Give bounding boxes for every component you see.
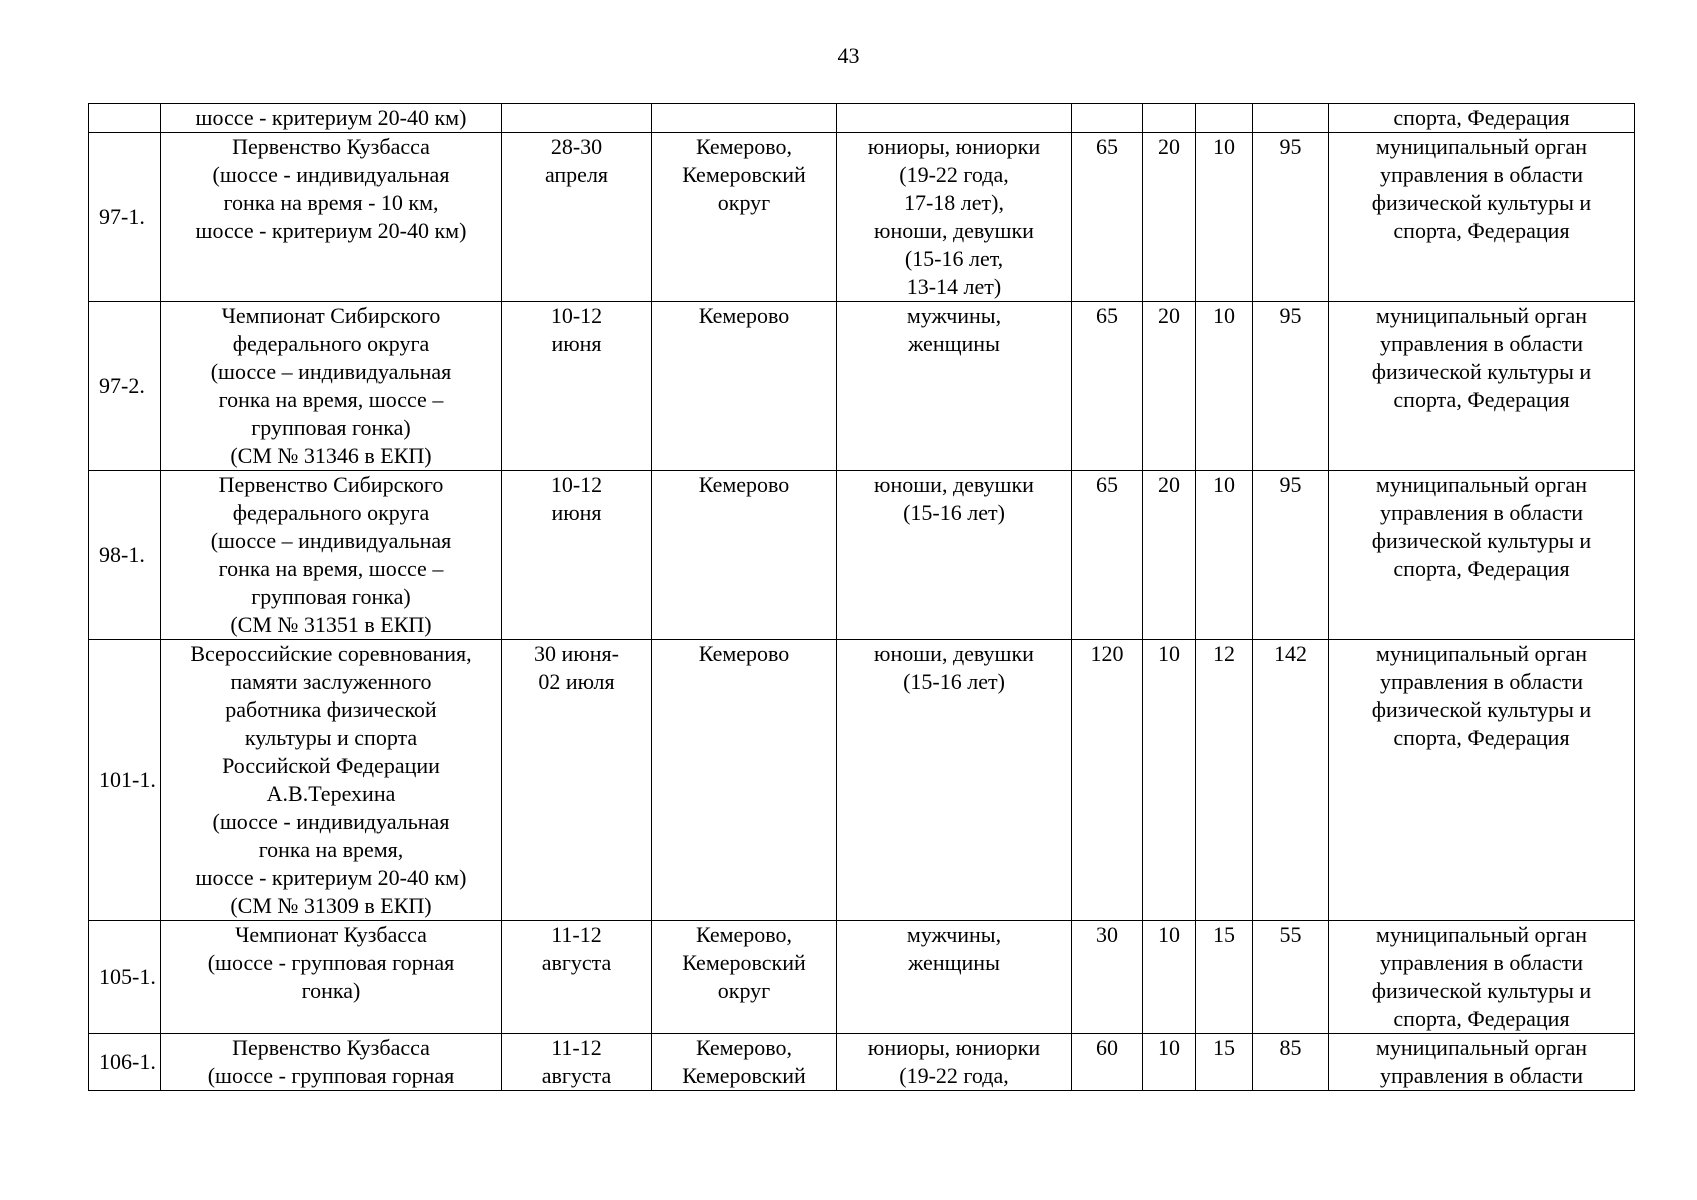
event-number: 98-1.: [89, 471, 161, 640]
count-2: [1143, 104, 1196, 133]
table-row: [89, 921, 1635, 1034]
count-1: 30: [1072, 921, 1143, 1034]
event-dates: [502, 104, 652, 133]
event-number: 97-1.: [89, 133, 161, 302]
event-place: Кемерово: [652, 471, 837, 640]
event-name: Первенство Сибирского федерального округа (шоссе – индивидуальная гонка на время, шоссе – групповая гонка) (СМ № 31351 в ЕКП): [161, 471, 502, 640]
count-1: [1072, 104, 1143, 133]
table-row: [89, 302, 1635, 471]
count-total: 142: [1253, 640, 1329, 921]
event-dates: 10-12 июня: [502, 471, 652, 640]
event-place: Кемерово, Кемеровский: [652, 1034, 837, 1091]
count-3: 10: [1196, 471, 1253, 640]
event-name: Первенство Кузбасса (шоссе - индивидуальная гонка на время - 10 км, шоссе - критериум 20-40 км): [161, 133, 502, 302]
event-organizer: муниципальный орган управления в области физической культуры и спорта, Федерация: [1329, 640, 1635, 921]
event-place: [652, 104, 837, 133]
event-dates: 28-30 апреля: [502, 133, 652, 302]
event-participants: юниоры, юниорки (19-22 года,: [837, 1034, 1072, 1091]
event-number: [89, 104, 161, 133]
event-place: Кемерово: [652, 640, 837, 921]
event-participants: [837, 104, 1072, 133]
count-2: 10: [1143, 921, 1196, 1034]
count-total: 95: [1253, 302, 1329, 471]
count-2: 20: [1143, 302, 1196, 471]
count-1: 60: [1072, 1034, 1143, 1091]
table-row: [89, 471, 1635, 640]
count-1: 65: [1072, 471, 1143, 640]
count-total: 55: [1253, 921, 1329, 1034]
events-table: [88, 103, 1635, 1091]
event-dates: 11-12 августа: [502, 921, 652, 1034]
count-1: 120: [1072, 640, 1143, 921]
table-row: [89, 640, 1635, 921]
table-row: [89, 1034, 1635, 1091]
event-number: 106-1.: [89, 1034, 161, 1091]
event-organizer: муниципальный орган управления в области: [1329, 1034, 1635, 1091]
count-3: 10: [1196, 302, 1253, 471]
event-participants: юноши, девушки (15-16 лет): [837, 640, 1072, 921]
count-3: 10: [1196, 133, 1253, 302]
count-3: 15: [1196, 1034, 1253, 1091]
event-organizer: муниципальный орган управления в области физической культуры и спорта, Федерация: [1329, 302, 1635, 471]
table-row: [89, 133, 1635, 302]
event-participants: мужчины, женщины: [837, 302, 1072, 471]
table-row: [89, 104, 1635, 133]
event-organizer: спорта, Федерация: [1329, 104, 1635, 133]
count-total: [1253, 104, 1329, 133]
count-total: 85: [1253, 1034, 1329, 1091]
event-participants: юниоры, юниорки (19-22 года, 17-18 лет), юноши, девушки (15-16 лет, 13-14 лет): [837, 133, 1072, 302]
event-name: Чемпионат Сибирского федерального округа (шоссе – индивидуальная гонка на время, шоссе – групповая гонка) (СМ № 31346 в ЕКП): [161, 302, 502, 471]
event-place: Кемерово, Кемеровский округ: [652, 921, 837, 1034]
event-dates: 11-12 августа: [502, 1034, 652, 1091]
count-total: 95: [1253, 133, 1329, 302]
event-number: 97-2.: [89, 302, 161, 471]
count-1: 65: [1072, 133, 1143, 302]
count-2: 10: [1143, 1034, 1196, 1091]
event-participants: мужчины, женщины: [837, 921, 1072, 1034]
event-dates: 30 июня- 02 июля: [502, 640, 652, 921]
count-total: 95: [1253, 471, 1329, 640]
count-2: 20: [1143, 133, 1196, 302]
event-organizer: муниципальный орган управления в области физической культуры и спорта, Федерация: [1329, 471, 1635, 640]
event-dates: 10-12 июня: [502, 302, 652, 471]
count-2: 10: [1143, 640, 1196, 921]
event-number: 101-1.: [89, 640, 161, 921]
event-number: 105-1.: [89, 921, 161, 1034]
event-name: Всероссийские соревнования, памяти заслуженного работника физической культуры и спорта Российской Федерации А.В.Терехина (шоссе - индивидуальная гонка на время, шоссе - критериум 20-40 км) (СМ № 31309 в ЕКП): [161, 640, 502, 921]
page-number: 43: [837, 43, 860, 68]
count-3: 15: [1196, 921, 1253, 1034]
event-name: шоссе - критериум 20-40 км): [161, 104, 502, 133]
count-1: 65: [1072, 302, 1143, 471]
event-name: Первенство Кузбасса (шоссе - групповая горная: [161, 1034, 502, 1091]
event-place: Кемерово: [652, 302, 837, 471]
event-participants: юноши, девушки (15-16 лет): [837, 471, 1072, 640]
event-organizer: муниципальный орган управления в области физической культуры и спорта, Федерация: [1329, 133, 1635, 302]
count-3: 12: [1196, 640, 1253, 921]
count-3: [1196, 104, 1253, 133]
event-name: Чемпионат Кузбасса (шоссе - групповая горная гонка): [161, 921, 502, 1034]
event-place: Кемерово, Кемеровский округ: [652, 133, 837, 302]
event-organizer: муниципальный орган управления в области физической культуры и спорта, Федерация: [1329, 921, 1635, 1034]
count-2: 20: [1143, 471, 1196, 640]
